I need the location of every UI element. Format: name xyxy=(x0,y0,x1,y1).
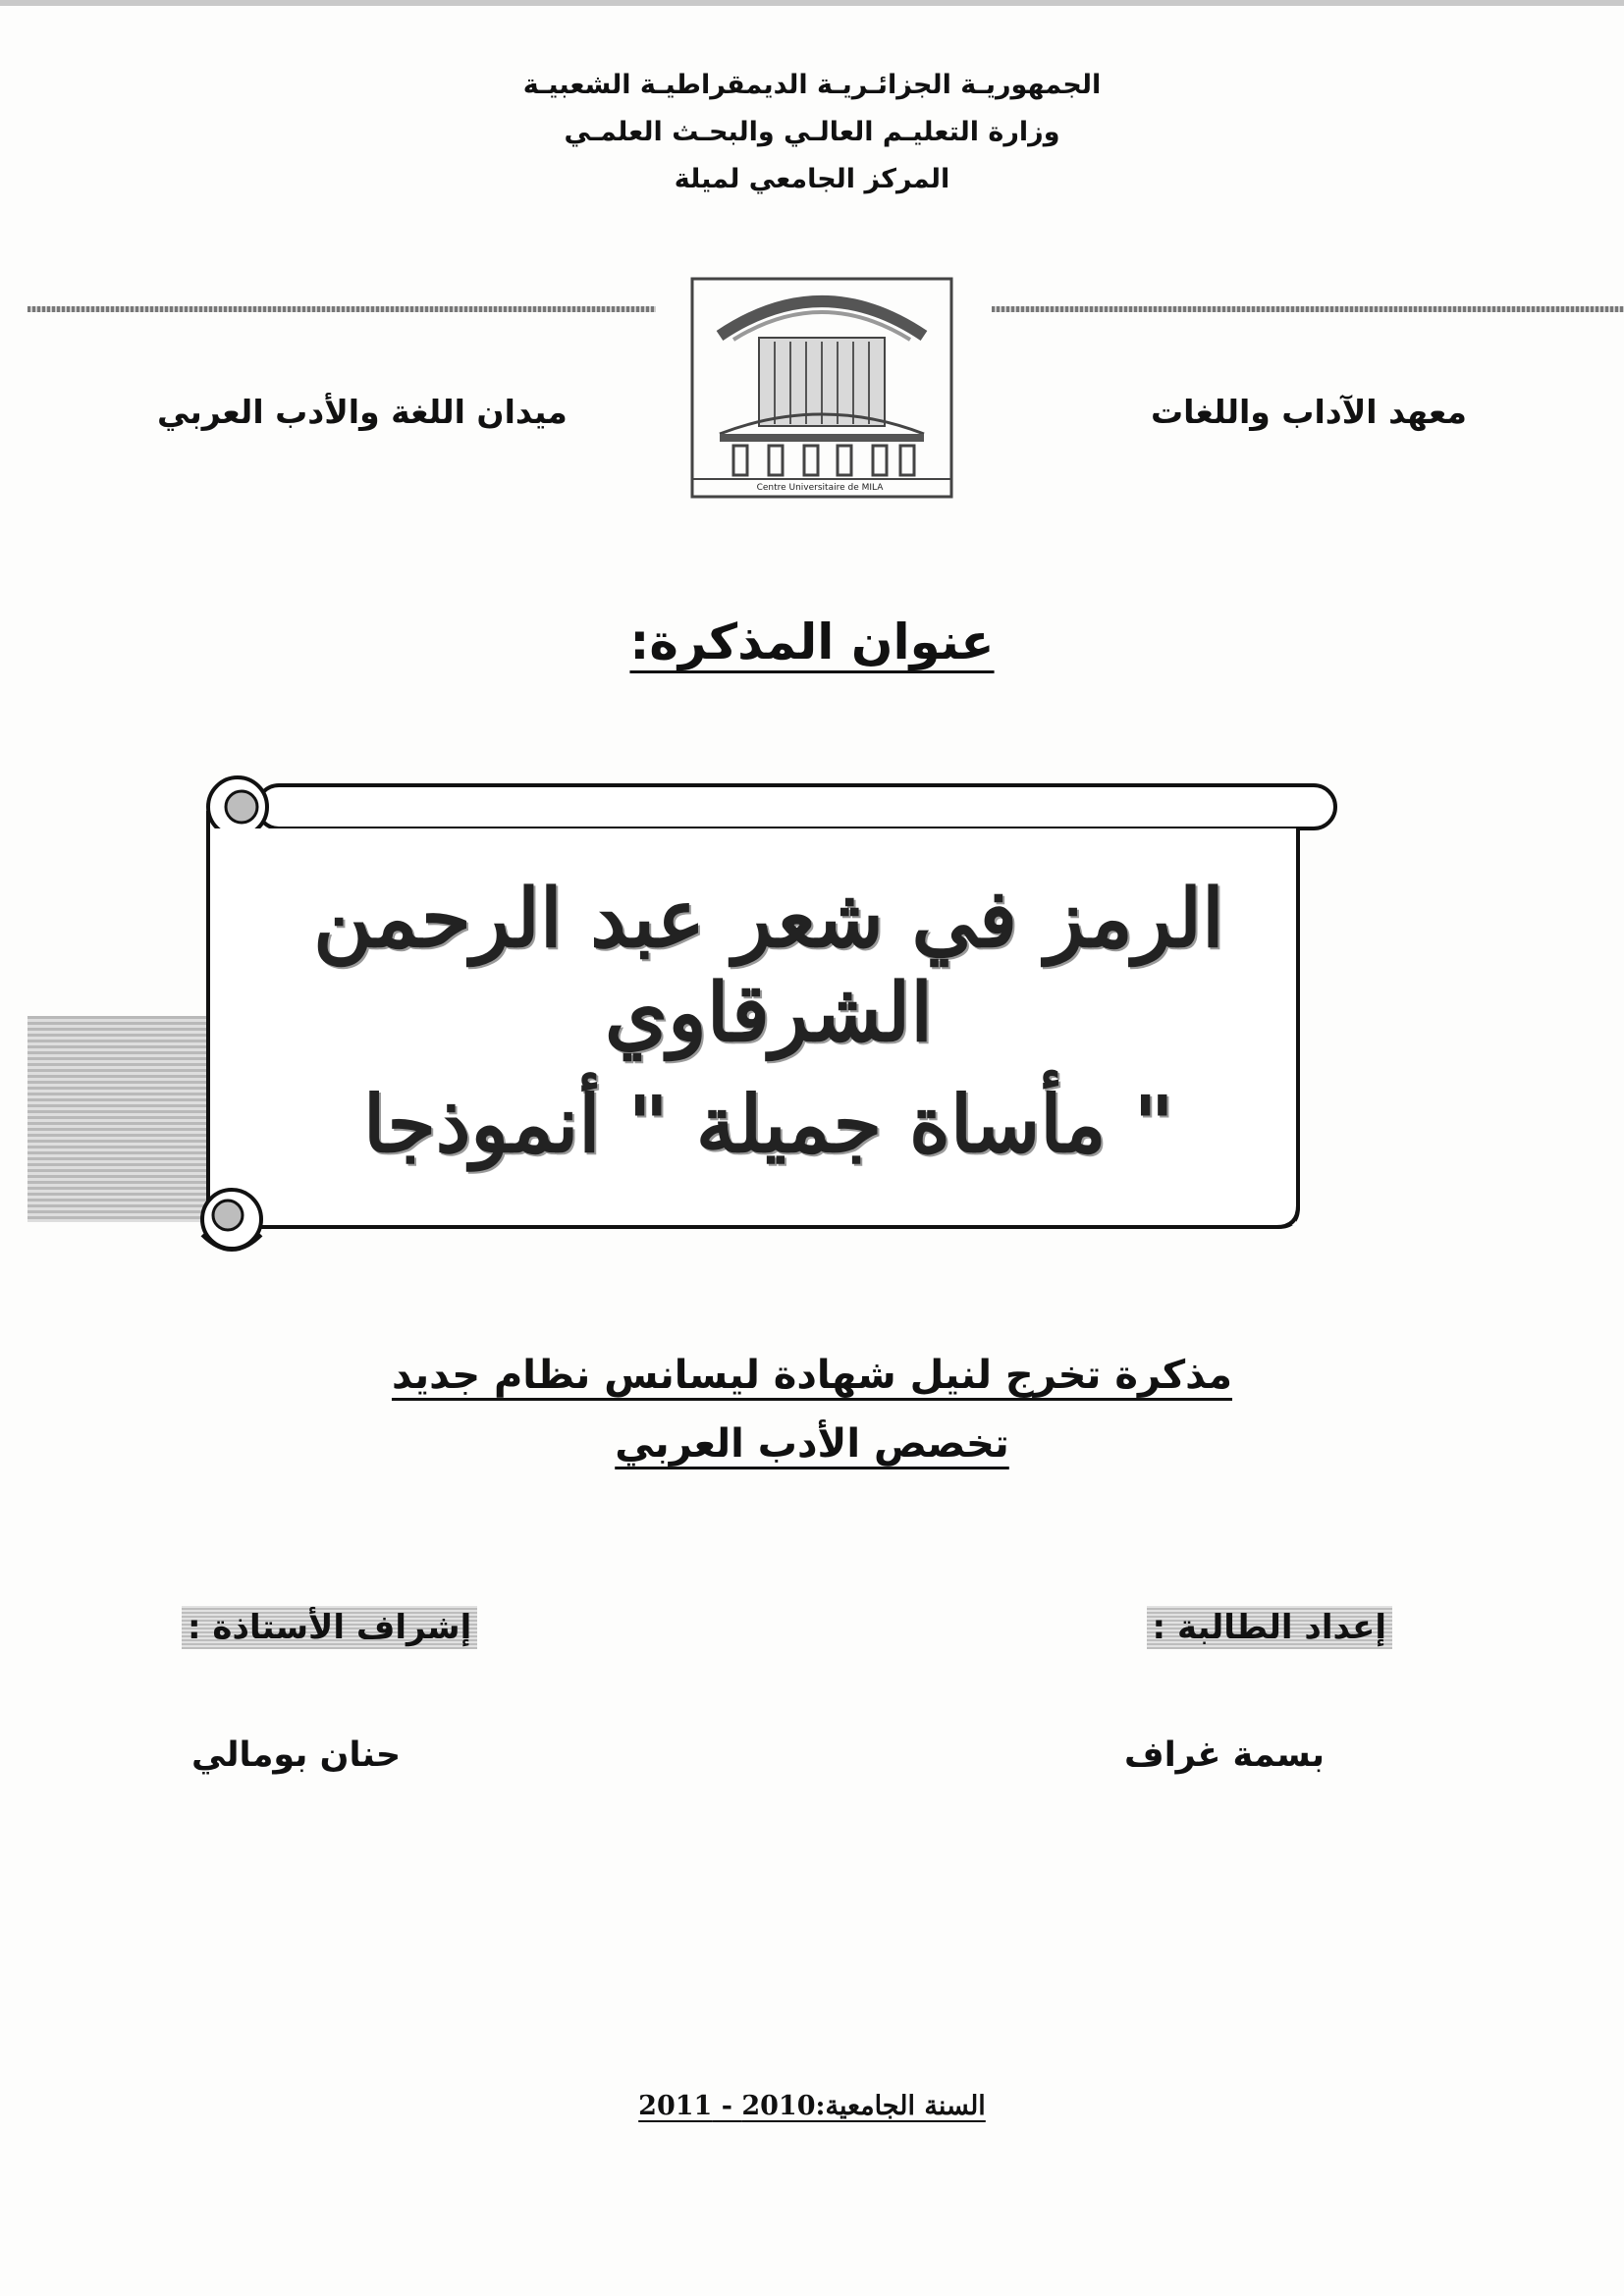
student-name: بسمة غراف xyxy=(1124,1735,1325,1775)
divider-left xyxy=(27,306,656,312)
degree-line-1: مذكرة تخرج لنيل شهادة ليسانس نظام جديد xyxy=(391,1353,1233,1398)
university-logo xyxy=(690,277,953,499)
thesis-title-line-2: " مأساة جميلة " أنموذجا xyxy=(362,1078,1175,1170)
field-name: ميدان اللغة والأدب العربي xyxy=(157,393,568,431)
supervisor-label: إشراف الأستاذة : xyxy=(182,1608,477,1647)
institute-name: معهد الآداب واللغات xyxy=(1150,393,1467,431)
logo-caption: Centre Universitaire de MILA xyxy=(756,483,884,493)
ministry-heading: وزارة التعليـم العالـي والبحـث العلمـي xyxy=(564,117,1060,147)
memo-title-label: عنوان المذكرة: xyxy=(629,614,995,670)
divider-right xyxy=(992,306,1624,312)
academic-year: السنة الجامعية:2010 - 2011 xyxy=(638,2091,986,2121)
university-center-heading: المركز الجامعي لميلة xyxy=(674,164,950,194)
student-label: إعداد الطالبة : xyxy=(1147,1608,1392,1647)
supervisor-name: حنان بومالي xyxy=(191,1735,402,1775)
thesis-title-line-1: الرمز في شعر عبد الرحمن الشرقاوي xyxy=(313,872,1224,1060)
scan-top-edge xyxy=(0,0,1624,6)
republic-heading: الجمهوريـة الجزائـريـة الديمقراطيـة الشعبيـة xyxy=(522,70,1102,100)
degree-line-2: تخصص الأدب العربي xyxy=(615,1421,1009,1467)
